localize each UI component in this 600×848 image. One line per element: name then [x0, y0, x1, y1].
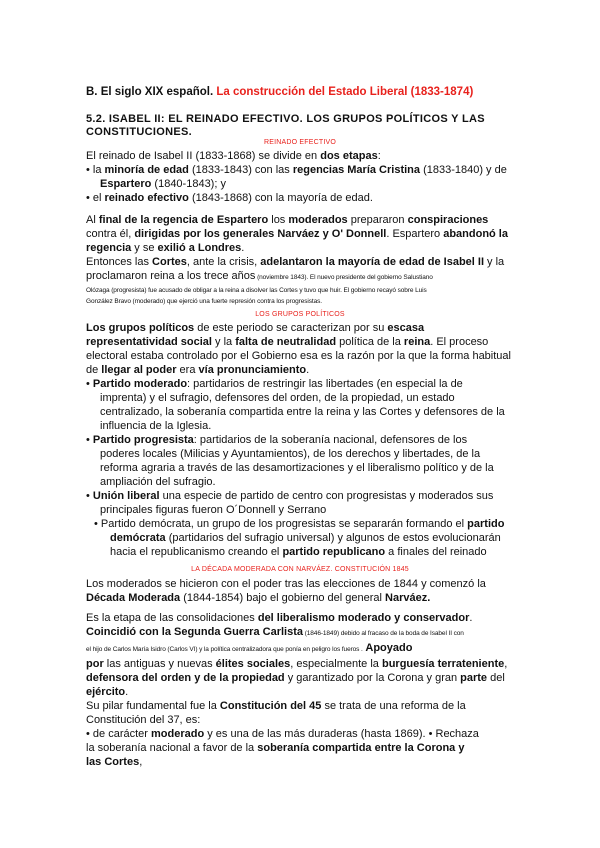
- text-span: : partidarios de la soberanía nacional, defensores de los: [193, 434, 468, 446]
- text-span: conspiraciones: [407, 214, 489, 226]
- text-span: (1846-1849) debido al fracaso de la boda de Isabel II con: [303, 630, 464, 637]
- text-span: Partido progresista: [92, 434, 194, 446]
- text-line: [86, 255, 514, 269]
- text-span: defensora del orden y de la propiedad: [86, 672, 285, 684]
- text-line: [86, 727, 514, 741]
- text-span: los: [268, 214, 289, 226]
- list-item-union: [86, 489, 514, 503]
- text-span: • el: [86, 192, 105, 204]
- text-span: , especialmente la: [290, 658, 382, 670]
- subheading-grupos: LOS GRUPOS POLÍTICOS: [255, 311, 345, 318]
- paragraph: [86, 149, 514, 163]
- text-span: élites sociales: [215, 658, 291, 670]
- text-span: regencia: [86, 242, 132, 254]
- subheading-reinado: REINADO EFECTIVO: [263, 139, 337, 146]
- decada-block: [86, 577, 514, 769]
- text-line: [86, 657, 514, 671]
- text-line: [86, 591, 514, 605]
- text-span: vía pronunciamiento: [198, 364, 307, 376]
- text-span: proclamaron reina a los trece años: [86, 270, 256, 282]
- text-span: :: [377, 150, 381, 162]
- text-span: dirigidas por los generales Narváez y O' Donnell: [134, 228, 387, 240]
- text-span: contra él,: [86, 228, 135, 240]
- text-line: [86, 741, 514, 755]
- list-item-cont: [86, 177, 514, 191]
- text-span: las Cortes: [86, 756, 140, 768]
- text-span: exilió a Londres: [157, 242, 242, 254]
- text-span: (partidarios del sufragio universal) y algunos de estos evolucionarán: [165, 532, 501, 544]
- text-span: Apoyado: [362, 642, 413, 654]
- text-span: . El proceso: [430, 336, 489, 348]
- list-item-progresista: [86, 433, 514, 447]
- paragraph: [86, 321, 514, 335]
- text-span: • Partido demócrata, un grupo de los progresistas se separarán formando el: [94, 518, 468, 530]
- text-span: Constitución del 45: [219, 700, 322, 712]
- text-span: Es la etapa de las consolidaciones: [86, 612, 258, 624]
- text-span: , ante la crisis,: [186, 256, 261, 268]
- list-item: [86, 191, 514, 205]
- reinado-block: [86, 149, 514, 205]
- text-span: •: [86, 490, 93, 502]
- text-span: minoría de edad: [104, 164, 189, 176]
- text-span: y es una de las más duraderas (hasta 1869). • Rechaza: [204, 728, 479, 740]
- text-span: reforma agraria a través de las desamortizaciones y el liberalismo político y de la: [100, 462, 494, 474]
- text-span: Unión liberal: [92, 490, 160, 502]
- text-span: (noviembre 1843). El nuevo presidente del gobierno Salustiano: [255, 274, 433, 281]
- text-span: final de la regencia de Espartero: [98, 214, 269, 226]
- text-span: ,: [139, 756, 143, 768]
- text-span: . Espartero: [386, 228, 444, 240]
- header-prefix: B. El siglo XIX español.: [86, 86, 214, 98]
- text-span: reinado efectivo: [104, 192, 189, 204]
- text-span: Los moderados se hicieron con el poder tras las elecciones de 1844 y comenzó la: [86, 578, 486, 590]
- text-span: el hijo de Carlos María Isidro (Carlos VI) y la política centralizadora que ponía en peligro los fueros .: [86, 646, 363, 653]
- text-span: .: [241, 242, 245, 254]
- grupos-block: [86, 321, 514, 559]
- text-span: •: [86, 434, 93, 446]
- text-line: [86, 755, 514, 769]
- text-span: Espartero: [100, 178, 152, 190]
- text-span: por: [86, 658, 104, 670]
- text-span: moderados: [288, 214, 348, 226]
- text-span: Década Moderada: [86, 592, 181, 604]
- text-span: • de carácter: [86, 728, 151, 740]
- text-line: [86, 671, 514, 685]
- text-span: moderado: [151, 728, 205, 740]
- text-span: demócrata: [110, 532, 166, 544]
- text-span: Coincidió con la Segunda Guerra Carlista: [86, 626, 303, 638]
- text-span: imprenta) y el sufragio, defensores del orden, de la propiedad, un estado: [100, 392, 455, 404]
- text-span: escasa: [387, 322, 425, 334]
- text-span: parte: [460, 672, 488, 684]
- text-span: Partido moderado: [92, 378, 188, 390]
- text-span: Constitución del 37, es:: [86, 714, 201, 726]
- list-item: [86, 163, 514, 177]
- text-line: [86, 699, 514, 713]
- text-span: del liberalismo moderado y conservador: [257, 612, 470, 624]
- text-line: [86, 335, 514, 349]
- text-line: [86, 269, 514, 285]
- subheading-decada: LA DÉCADA MODERADA CON NARVÁEZ. CONSTITUCIÓN 1845: [191, 566, 409, 573]
- text-span: y se: [131, 242, 158, 254]
- document-header: [86, 86, 514, 98]
- text-span: reina: [403, 336, 431, 348]
- text-line: [86, 531, 514, 545]
- text-span: (1844-1854) bajo el gobierno del general: [180, 592, 386, 604]
- text-span: .: [125, 686, 129, 698]
- text-line: [86, 363, 514, 377]
- text-span: .: [469, 612, 473, 624]
- text-span: llegar al poder: [101, 364, 177, 376]
- list-item-democrata: [86, 517, 514, 531]
- text-span: representatividad social: [86, 336, 212, 348]
- text-line: [86, 685, 514, 699]
- text-span: la soberanía nacional a favor de la: [86, 742, 258, 754]
- text-span: de este periodo se caracterizan por su: [194, 322, 388, 334]
- text-span: soberanía compartida entre la Corona y: [257, 742, 465, 754]
- text-line: [86, 545, 514, 559]
- text-span: (1833-1843) con las: [188, 164, 293, 176]
- text-span: se trata de una reforma de la: [321, 700, 466, 712]
- text-span: partido republicano: [282, 546, 386, 558]
- text-line: [86, 213, 514, 227]
- text-span: : partidarios de restringir las libertades (en especial la de: [187, 378, 463, 390]
- text-span: partido: [467, 518, 505, 530]
- text-span: y garantizado por la Corona y gran: [284, 672, 461, 684]
- text-span: poderes locales (Milicias y Ayuntamientos), de los derechos y libertades, de la: [100, 448, 481, 460]
- text-span: •: [86, 378, 93, 390]
- text-span: centralizado, la soberanía compartida entre la reina y las Cortes y defensores de la: [100, 406, 505, 418]
- text-span: falta de neutralidad: [235, 336, 337, 348]
- text-span: regencias María Cristina: [292, 164, 421, 176]
- text-span: una especie de partido de centro con progresistas y moderados sus: [159, 490, 494, 502]
- text-span: El reinado de Isabel II (1833-1868) se divide en: [86, 150, 321, 162]
- text-span: ,: [504, 658, 508, 670]
- text-span: a finales del reinado: [385, 546, 487, 558]
- text-span: principales figuras fueron O´Donnell y Serrano: [100, 504, 327, 516]
- text-span: del: [487, 672, 505, 684]
- text-span: (1843-1868) con la mayoría de edad.: [188, 192, 373, 204]
- text-span: • la: [86, 164, 105, 176]
- text-line: [86, 241, 514, 255]
- text-span: .: [306, 364, 310, 376]
- text-line: [86, 227, 514, 241]
- paragraph-espartero: [86, 213, 514, 307]
- text-span: abandonó la: [443, 228, 508, 240]
- text-span: Narváez.: [385, 592, 431, 604]
- text-span: y la: [484, 256, 505, 268]
- text-span: González Bravo (moderado) que ejerció una fuerte represión contra los progresistas.: [86, 298, 322, 305]
- text-span: de: [86, 364, 102, 376]
- text-span: Entonces las: [86, 256, 153, 268]
- text-span: (1840-1843); y: [151, 178, 226, 190]
- text-span: hacia el republicanismo creando el: [110, 546, 283, 558]
- text-span: electoral estaba controlado por el Gobierno esa es la razón por la que la forma habitual: [86, 350, 511, 362]
- list-item-moderado: [86, 377, 514, 391]
- text-span: Olózaga (progresista) fue acusado de obligar a la reina a disolver las Cortes y tuvo que huir. El gobierno recayó sobre Luis: [86, 287, 427, 294]
- header-title: La construcción del Estado Liberal (1833-1874): [216, 86, 474, 98]
- text-span: (1833-1840) y de: [420, 164, 507, 176]
- text-span: política de la: [336, 336, 404, 348]
- text-span: ampliación del sufragio.: [100, 476, 216, 488]
- text-line: [86, 611, 514, 625]
- text-span: era: [176, 364, 199, 376]
- text-span: Su pilar fundamental fue la: [86, 700, 220, 712]
- text-span: las antiguas y nuevas: [103, 658, 216, 670]
- text-span: prepararon: [347, 214, 408, 226]
- text-span: y la: [211, 336, 236, 348]
- section-title: 5.2. ISABEL II: EL REINADO EFECTIVO. LOS GRUPOS POLÍTICOS Y LAS CONSTITUCIONES.: [86, 113, 485, 138]
- text-span: burguesía terrateniente: [381, 658, 505, 670]
- text-span: adelantaron la mayoría de edad de Isabel II: [260, 256, 484, 268]
- text-line: [86, 625, 514, 641]
- text-span: dos etapas: [320, 150, 378, 162]
- text-span: Cortes: [152, 256, 187, 268]
- text-span: influencia de la Iglesia.: [100, 420, 212, 432]
- text-span: ejército: [86, 686, 126, 698]
- text-span: Los grupos políticos: [86, 322, 195, 334]
- text-line: [86, 641, 514, 657]
- text-span: Al: [86, 214, 99, 226]
